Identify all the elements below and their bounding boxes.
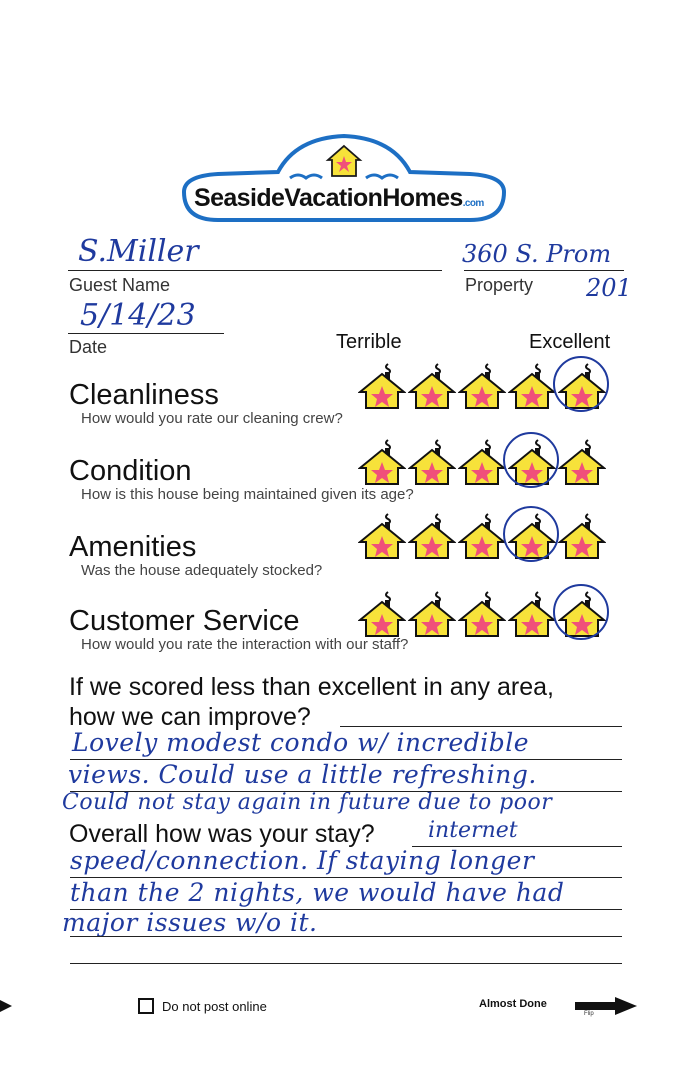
improve-answer-line: Could not stay again in future due to poor [62,790,553,815]
rating-row-customer-service [358,590,606,638]
rating-house-icon[interactable] [508,512,556,560]
rating-house-icon[interactable] [458,590,506,638]
flip-label: Flip [584,1011,594,1017]
category-title: Cleanliness [69,379,219,411]
scale-low-label: Terrible [336,331,402,353]
rating-house-icon[interactable] [408,362,456,410]
category-amenities [69,532,322,579]
category-question: Was the house adequately stocked? [81,562,323,579]
category-question: How would you rate our cleaning crew? [81,410,343,427]
property-label: Property [465,275,534,295]
rating-row-amenities [358,512,606,560]
improve-answer-line: Lovely modest condo w/ incredible [72,728,530,757]
property-value: 360 S. Prom [462,240,612,268]
do-not-post-label: Do not post online [162,999,267,1014]
left-arrow-icon [0,1000,12,1012]
category-title: Condition [69,455,192,487]
category-question: How would you rate the interaction with our staff? [81,636,409,653]
overall-answer-line: major issues w/o it. [62,908,318,937]
guest-name-value: S.Miller [78,234,199,269]
rating-house-icon[interactable] [358,512,406,560]
rating-house-icon[interactable] [408,512,456,560]
rating-house-icon[interactable] [358,590,406,638]
logo-brand: SeasideVacationHomes [194,184,463,212]
overall-line-3 [70,936,622,937]
improve-question-line2: how we can improve? [69,703,311,731]
rating-house-icon[interactable] [508,438,556,486]
overall-line-4 [70,963,622,964]
rating-house-icon[interactable] [558,438,606,486]
overall-question: Overall how was your stay? [69,820,375,848]
property-number: 201 [586,274,632,302]
selected-rating-circle [503,506,559,562]
rating-row-cleanliness [358,362,606,410]
rating-house-icon[interactable] [458,438,506,486]
rating-house-icon[interactable] [508,590,556,638]
scale-high-label: Excellent [529,331,611,353]
rating-house-icon[interactable] [358,438,406,486]
rating-house-icon[interactable] [458,512,506,560]
improve-answer-line: views. Could use a little refreshing. [68,760,537,789]
overall-answer-line: than the 2 nights, we would have had [70,878,565,907]
rating-house-icon[interactable] [558,590,606,638]
rating-house-icon[interactable] [458,362,506,410]
selected-rating-circle [553,356,609,412]
date-label: Date [69,337,108,357]
rating-house-icon[interactable] [408,438,456,486]
rating-house-icon[interactable] [508,362,556,410]
rating-house-icon[interactable] [358,362,406,410]
logo [178,132,510,226]
category-title: Customer Service [69,605,300,637]
date-value: 5/14/23 [80,298,196,333]
date-line [68,333,224,334]
logo-tld: .com [462,198,484,209]
rating-row-condition [358,438,606,486]
almost-done-label: Almost Done [479,998,547,1010]
overall-answer-line: speed/connection. If staying longer [70,846,535,875]
rating-house-icon[interactable] [408,590,456,638]
improve-line-0 [340,726,622,727]
rating-house-icon[interactable] [558,362,606,410]
do-not-post-checkbox[interactable] [138,998,154,1014]
selected-rating-circle [553,584,609,640]
guest-name-line [68,270,442,271]
category-cleanliness [69,380,343,427]
guest-name-label: Guest Name [69,275,171,295]
category-question: How is this house being maintained given its age? [81,486,414,503]
improve-question-line1: If we scored less than excellent in any area, [69,673,554,701]
category-title: Amenities [69,531,197,563]
rating-house-icon[interactable] [558,512,606,560]
overall-answer-line: internet [428,818,518,843]
selected-rating-circle [503,432,559,488]
property-line [464,270,624,271]
